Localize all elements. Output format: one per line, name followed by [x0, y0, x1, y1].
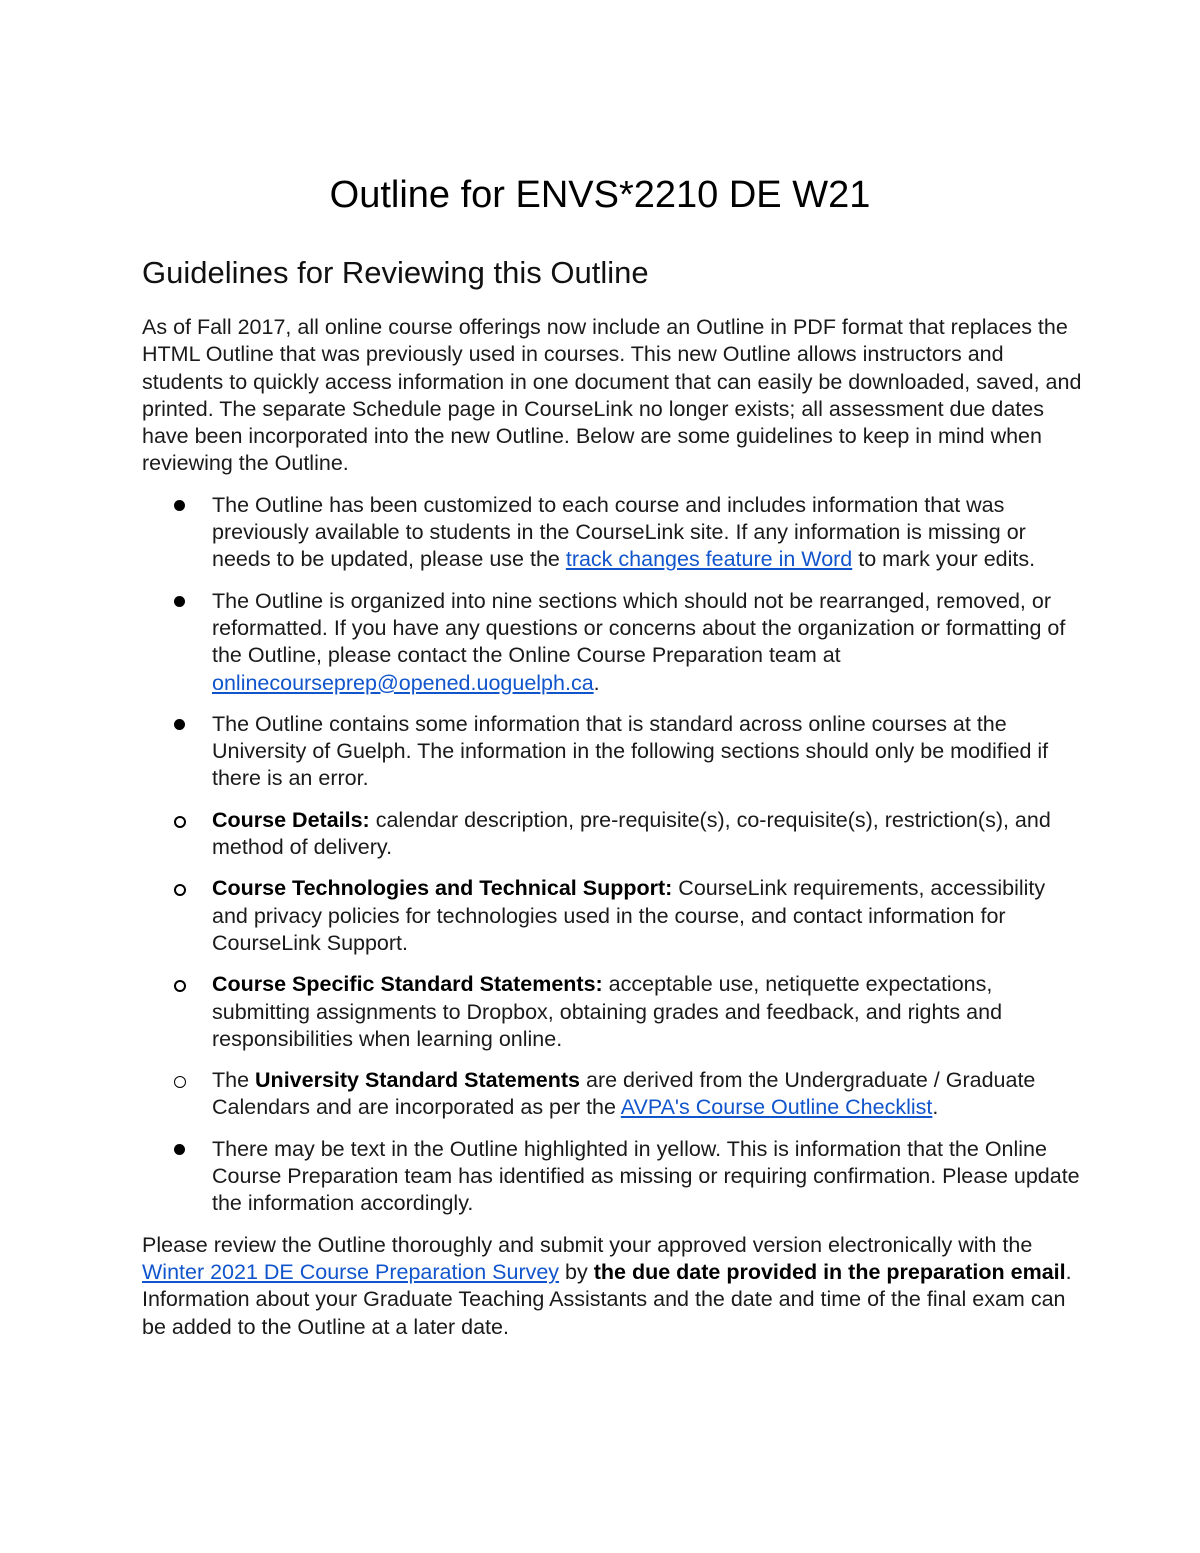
- survey-link[interactable]: Winter 2021 DE Course Preparation Survey: [142, 1259, 560, 1284]
- avpa-checklist-link[interactable]: AVPA's Course Outline Checklist: [620, 1095, 933, 1120]
- bullet-disc-icon: [174, 596, 185, 607]
- bullet-circle-icon: [174, 980, 186, 992]
- document-body: [142, 250, 1082, 1341]
- bullet-disc-icon: [174, 719, 185, 730]
- list-item: The Outline contains some information that is standard across online courses at the University of Guelph. The information in the following sections should only be modified if there is an error.: [142, 711, 1082, 793]
- list-item: The Outline is organized into nine sections which should not be rearranged, removed, or reformatted. If you have any questions or concerns about the organization or formatting of the Outline, please contact the Online Course Preparation team at onlinecourseprep@opened.uoguelph.ca.: [142, 588, 1082, 697]
- guidelines-list: [142, 492, 1082, 1218]
- bullet-circle-icon: [174, 816, 186, 828]
- section-heading: Guidelines for Reviewing this Outline: [142, 255, 649, 290]
- list-item: The Outline has been customized to each course and includes information that was previously available to students in the CourseLink site. If any information is missing or needs to be updated, please use the track changes feature in Word to mark your edits.: [142, 492, 1082, 574]
- list-item: Course Technologies and Technical Support: CourseLink requirements, accessibility and privacy policies for technologies used in the course, and contact information for CourseLink Support.: [142, 875, 1082, 957]
- list-item: There may be text in the Outline highlighted in yellow. This is information that the Online Course Preparation team has identified as missing or requiring confirmation. Please update the information accordingly.: [142, 1136, 1082, 1218]
- bullet-circle-icon: [174, 1076, 186, 1088]
- document-title: Outline for ENVS*2210 DE W21: [329, 174, 871, 216]
- bullet-disc-icon: [174, 1144, 185, 1155]
- list-item: The University Standard Statements are derived from the Undergraduate / Graduate Calendars and are incorporated as per the AVPA's Course Outline Checklist.: [142, 1067, 1082, 1122]
- list-item: Course Details: calendar description, pre-requisite(s), co-requisite(s), restriction(s), and method of delivery.: [142, 807, 1082, 862]
- bullet-circle-icon: [174, 884, 186, 896]
- intro-paragraph: As of Fall 2017, all online course offerings now include an Outline in PDF format that replaces the HTML Outline that was previously used in courses. This new Outline allows instructors and students to quickly access information in one document that can easily be downloaded, saved, and printed. The separate Schedule page in CourseLink no longer exists; all assessment due dates have been incorporated into the new Outline. Below are some guidelines to keep in mind when reviewing the Outline.: [142, 315, 1082, 476]
- email-link[interactable]: onlinecourseprep@opened.uoguelph.ca: [212, 670, 594, 695]
- list-item: Course Specific Standard Statements: acceptable use, netiquette expectations, submitting assignments to Dropbox, obtaining grades and feedback, and rights and responsibilities when learning online.: [142, 971, 1082, 1053]
- bullet-disc-icon: [174, 500, 185, 511]
- closing-paragraph: Please review the Outline thoroughly and submit your approved version electronically with the Winter 2021 DE Course Preparation Survey by the due date provided in the preparation email. Information about your Graduate Teaching Assistants and the date and time of the final exam can be added to the Outline at a later date.: [142, 1232, 1072, 1339]
- track-changes-link[interactable]: track changes feature in Word: [565, 547, 853, 572]
